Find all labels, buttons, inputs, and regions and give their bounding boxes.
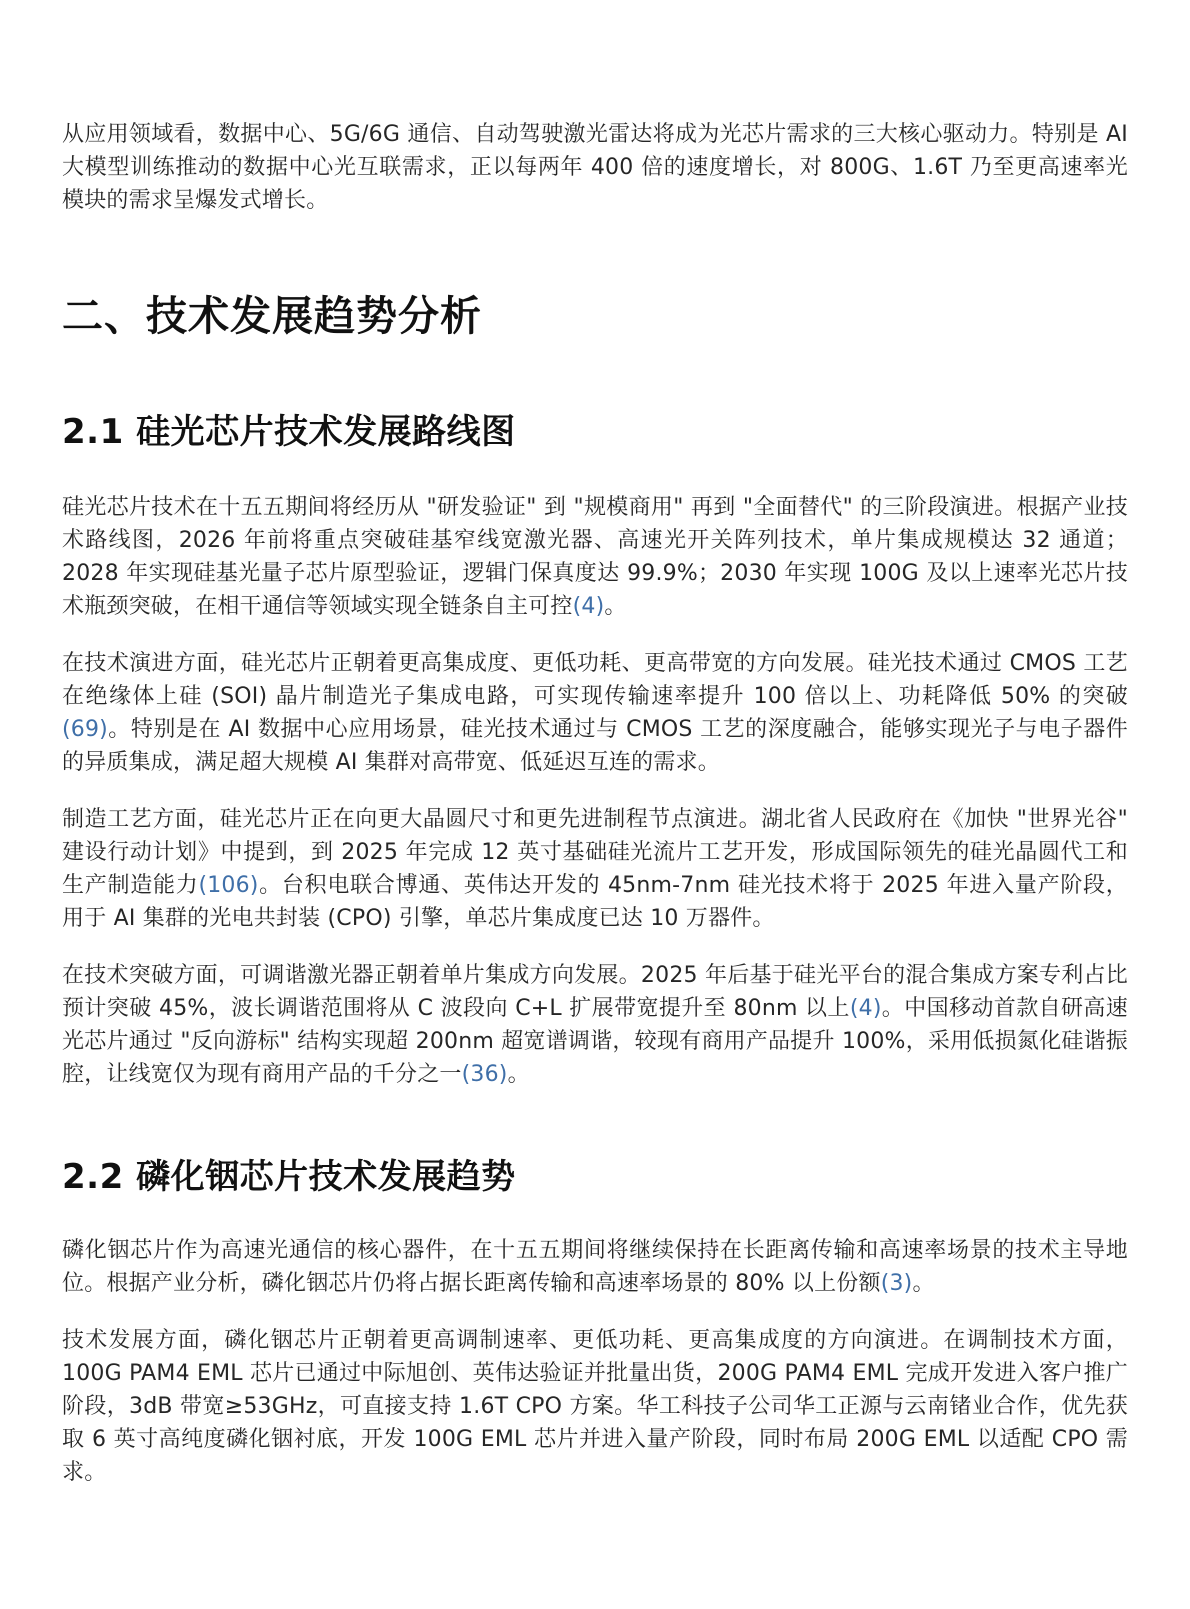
s21-paragraph-2: [62, 647, 1128, 779]
s21-paragraph-3: [62, 803, 1128, 935]
s22-paragraph-1: [62, 1234, 1128, 1300]
s21-p4-end: 。: [507, 1062, 530, 1087]
citation-link[interactable]: (69): [62, 717, 108, 742]
subsection-heading-2-1: 2.1 硅光芯片技术发展路线图: [62, 412, 516, 452]
s21-paragraph-1: [62, 491, 1128, 623]
s21-paragraph-4: [62, 959, 1128, 1091]
citation-link[interactable]: (36): [461, 1062, 508, 1087]
s21-p4-text-b: 。中国移动首款自研高速光芯片通过 "反向游标" 结构实现超 200nm 超宽谱调谐，较现有商用产品提升 100%，采用低损氮化硅谐振腔，让线宽仅为现有商用产品的千分之一: [62, 996, 1129, 1087]
citation-link[interactable]: (4): [849, 996, 882, 1021]
intro-paragraph: 从应用领域看，数据中心、5G/6G 通信、自动驾驶激光雷达将成为光芯片需求的三大核心驱动力。特别是 AI 大模型训练推动的数据中心光互联需求，正以每两年 400 倍的速度增长，对 800G、1.6T 乃至更高速率光模块的需求呈爆发式增长。: [62, 122, 1128, 213]
s21-p1-end: 。: [604, 594, 627, 619]
s22-p1-end: 。: [912, 1271, 935, 1296]
s22-p1-text: 磷化铟芯片作为高速光通信的核心器件，在十五五期间将继续保持在长距离传输和高速率场景的技术主导地位。根据产业分析，磷化铟芯片仍将占据长距离传输和高速率场景的 80% 以上份额: [62, 1238, 1128, 1296]
section-heading-2: 二、技术发展趋势分析: [62, 292, 482, 340]
citation-link[interactable]: (3): [880, 1271, 913, 1296]
s21-p4-text-a: 在技术突破方面，可调谐激光器正朝着单片集成方向发展。2025 年后基于硅光平台的混合集成方案专利占比预计突破 45%，波长调谐范围将从 C 波段向 C+L 扩展带宽提升至 80nm 以上: [62, 963, 1128, 1021]
s22-paragraph-2: 技术发展方面，磷化铟芯片正朝着更高调制速率、更低功耗、更高集成度的方向演进。在调制技术方面，100G PAM4 EML 芯片已通过中际旭创、英伟达验证并批量出货，200G PAM4 EML 完成开发进入客户推广阶段，3dB 带宽≥53GHz，可直接支持 1.6T CPO 方案。华工科技子公司华工正源与云南锗业合作，优先获取 6 英寸高纯度磷化铟衬底，开发 100G EML 芯片并进入量产阶段，同时布局 200G EML 以适配 CPO 需求。: [62, 1328, 1128, 1485]
s21-p2-text-b: 。特别是在 AI 数据中心应用场景，硅光技术通过与 CMOS 工艺的深度融合，能够实现光子与电子器件的异质集成，满足超大规模 AI 集群对高带宽、低延迟互连的需求。: [62, 717, 1128, 775]
s21-p3-text-a: 制造工艺方面，硅光芯片正在向更大晶圆尺寸和更先进制程节点演进。湖北省人民政府在《加快 "世界光谷" 建设行动计划》中提到，到 2025 年完成 12 英寸基础硅光流片工艺开发，形成国际领先的硅光晶圆代工和生产制造能力: [62, 807, 1128, 898]
citation-link[interactable]: (106): [198, 873, 259, 898]
s21-p2-text-a: 在技术演进方面，硅光芯片正朝着更高集成度、更低功耗、更高带宽的方向发展。硅光技术通过 CMOS 工艺在绝缘体上硅 (SOI) 晶片制造光子集成电路，可实现传输速率提升 100 倍以上、功耗降低 50% 的突破: [62, 651, 1128, 709]
citation-link[interactable]: (4): [572, 594, 605, 619]
s21-p3-text-b: 。台积电联合博通、英伟达开发的 45nm-7nm 硅光技术将于 2025 年进入量产阶段，用于 AI 集群的光电共封装 (CPO) 引擎，单芯片集成度已达 10 万器件。: [62, 873, 1128, 931]
s21-p1-text: 硅光芯片技术在十五五期间将经历从 "研发验证" 到 "规模商用" 再到 "全面替代" 的三阶段演进。根据产业技术路线图，2026 年前将重点突破硅基窄线宽激光器、高速光开关阵列技术，单片集成规模达 32 通道；2028 年实现硅基光量子芯片原型验证，逻辑门保真度达 99.9%；2030 年实现 100G 及以上速率光芯片技术瓶颈突破，在相干通信等领域实现全链条自主可控: [62, 495, 1128, 619]
subsection-heading-2-2: 2.2 磷化铟芯片技术发展趋势: [62, 1157, 516, 1197]
